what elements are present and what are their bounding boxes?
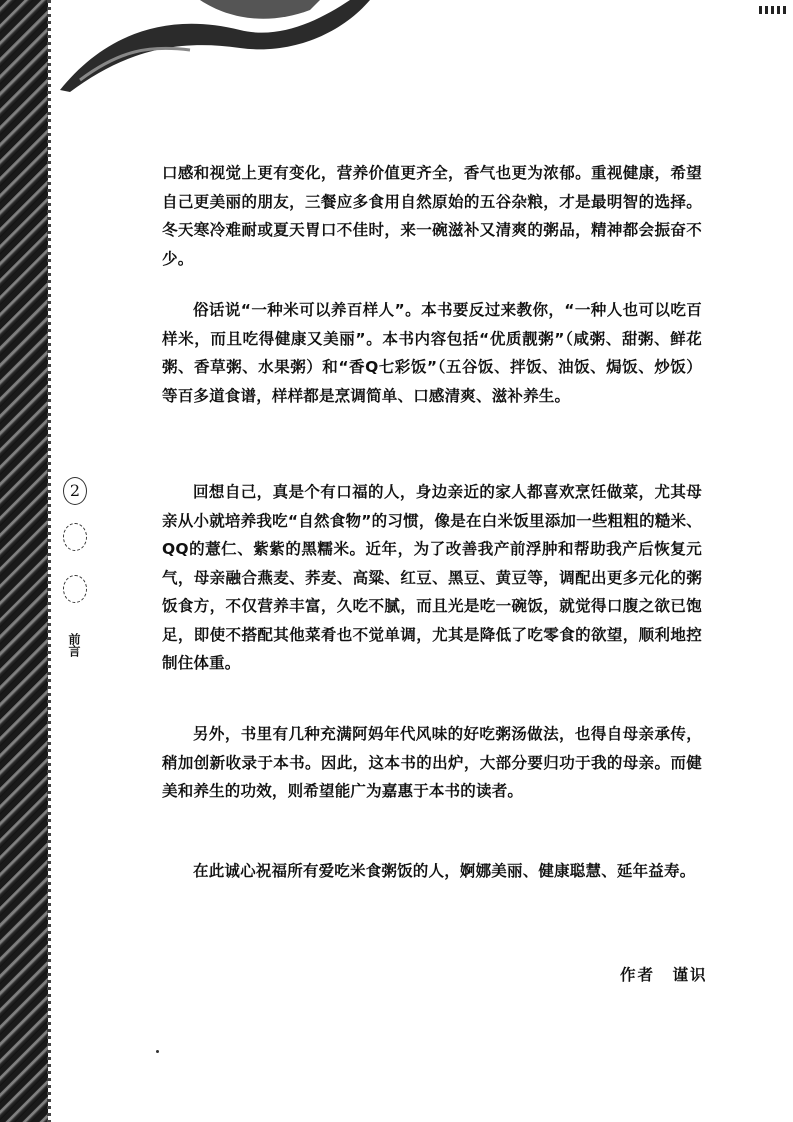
author-signature: 作者 谨识 — [620, 966, 708, 984]
page-number-circle-empty — [63, 575, 87, 603]
paragraph-4: 另外，书里有几种充满阿妈年代风味的好吃粥汤做法，也得自母亲承传，稍加创新收录于本书。因此，这本书的出炉，大部分要归功于我的母亲。而健美和养生的功效，则希望能广为嘉惠于本书的读者。 — [162, 725, 702, 800]
paragraph-3: 回想自己，真是个有口福的人，身边亲近的家人都喜欢烹饪做菜，尤其母亲从小就培养我吃“自然食物”的习惯，像是在白米饭里添加一些粗粗的糙米、QQ的薏仁、紫紫的黑糯米。近年，为了改善我产前浮肿和帮助我产后恢复元气，母亲融合燕麦、荞麦、高粱、红豆、黑豆、黄豆等，调配出更多元化的粥饭食方，不仅营养丰富，久吃不腻，而且光是吃一碗饭，就觉得口腹之欲已饱足，即使不搭配其他菜肴也不觉单调，尤其是降低了吃零食的欲望，顺利地控制住体重。 — [162, 483, 702, 672]
paragraph-2: 俗话说“一种米可以养百样人”。本书要反过来教你，“一种人也可以吃百样米，而且吃得健康又美丽”。本书内容包括“优质靓粥”（咸粥、甜粥、鲜花粥、香草粥、水果粥）和“香Q七彩饭”（五谷饭、拌饭、油饭、焗饭、炒饭）等百多道食谱，样样都是烹调简单、口感清爽、滋补养生。 — [162, 301, 702, 405]
paragraph-1: 口感和视觉上更有变化，营养价值更齐全，香气也更为浓郁。重视健康，希望自己更美丽的朋友，三餐应多食用自然原始的五谷杂粮，才是最明智的选择。冬天寒冷难耐或夏天胃口不佳时，来一碗滋补又清爽的粥品，精神都会振奋不少。 — [162, 164, 702, 268]
section-label: 前言 — [67, 633, 81, 657]
corner-mark-decoration — [759, 6, 789, 14]
page-number: 2 — [63, 477, 87, 505]
stray-dot-mark — [156, 1050, 159, 1053]
brush-swirl-decoration — [40, 0, 370, 95]
rope-border-decoration — [0, 0, 48, 1122]
paragraph-5: 在此诚心祝福所有爱吃米食粥饭的人，婀娜美丽、健康聪慧、延年益寿。 — [193, 862, 696, 880]
page-number-circle-empty — [63, 523, 87, 551]
